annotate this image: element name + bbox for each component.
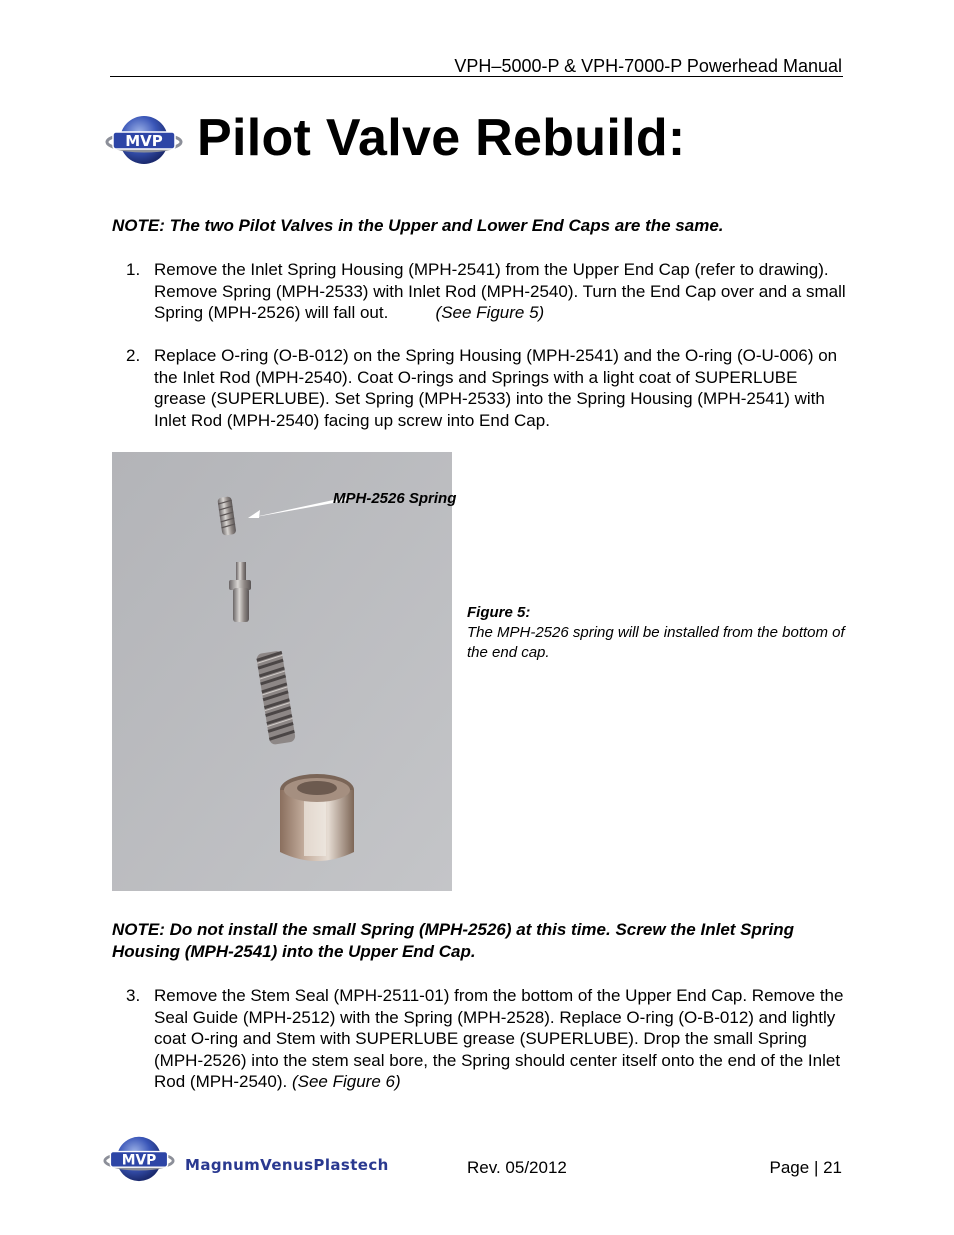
step-number: 1. [126,260,141,279]
caption-text: The MPH-2526 spring will be installed from the bottom of the end cap. [467,624,845,661]
figure-5-caption [467,603,847,663]
header-title: VPH–5000-P & VPH-7000-P Powerhead Manual [454,56,842,76]
footer-page-number: Page | 21 [769,1158,842,1177]
step-3 [126,985,846,1093]
step-2 [126,345,846,431]
header-rule [110,76,843,77]
step-text: Remove the Inlet Spring Housing (MPH-2541) from the Upper End Cap (refer to drawing). Remove Spring (MPH-2533) with Inlet Rod (MPH-2540). Turn the End Cap over and a small Spring (MPH-2526) will fall out. [154,260,846,322]
step-number: 3. [126,986,141,1005]
footer-mvp-logo [103,1132,175,1184]
figure-reference: (See Figure 5) [435,303,545,322]
figure-reference: (See Figure 6) [291,1072,401,1091]
step-number: 2. [126,346,141,365]
svg-text:MVP: MVP [121,1152,157,1169]
footer-revision: Rev. 05/2012 [467,1158,567,1177]
step-text: Remove the Stem Seal (MPH-2511-01) from the bottom of the Upper End Cap. Remove the Seal Guide (MPH-2512) with the Spring (MPH-2528). Replace O-ring (O-B-012) and lightly coat O-ring and Stem with SUPERLUBE grease (SUPERLUBE). Drop the small Spring (MPH-2526) into the stem seal bore, the Spring should center itself onto the end of the Inlet Rod (MPH-2540). [154,986,844,1091]
page-title: Pilot Valve Rebuild: [197,109,686,167]
caption-title: Figure 5: [467,604,531,621]
mvp-logo [105,112,183,166]
figure-5-photo [112,452,452,891]
note-do-not-install: NOTE: Do not install the small Spring (MPH-2526) at this time. Screw the Inlet Spring Housing (MPH-2541) into the Upper End Cap. [112,920,794,961]
svg-text:MVP: MVP [125,132,163,150]
step-text: Replace O-ring (O-B-012) on the Spring Housing (MPH-2541) and the O-ring (O-U-006) on the Inlet Rod (MPH-2540). Coat O-rings and Springs with a light coat of SUPERLUBE grease (SUPERLUBE). Set Spring (MPH-2533) into the Spring Housing (MPH-2541) with Inlet Rod (MPH-2540) facing up screw into End Cap. [154,346,838,430]
spring-callout-label: MPH-2526 Spring [333,490,457,507]
footer-brand-name: MagnumVenusPlastech [185,1156,389,1174]
step-1 [126,259,846,324]
note-pilot-valves: NOTE: The two Pilot Valves in the Upper and Lower End Caps are the same. [112,216,724,235]
